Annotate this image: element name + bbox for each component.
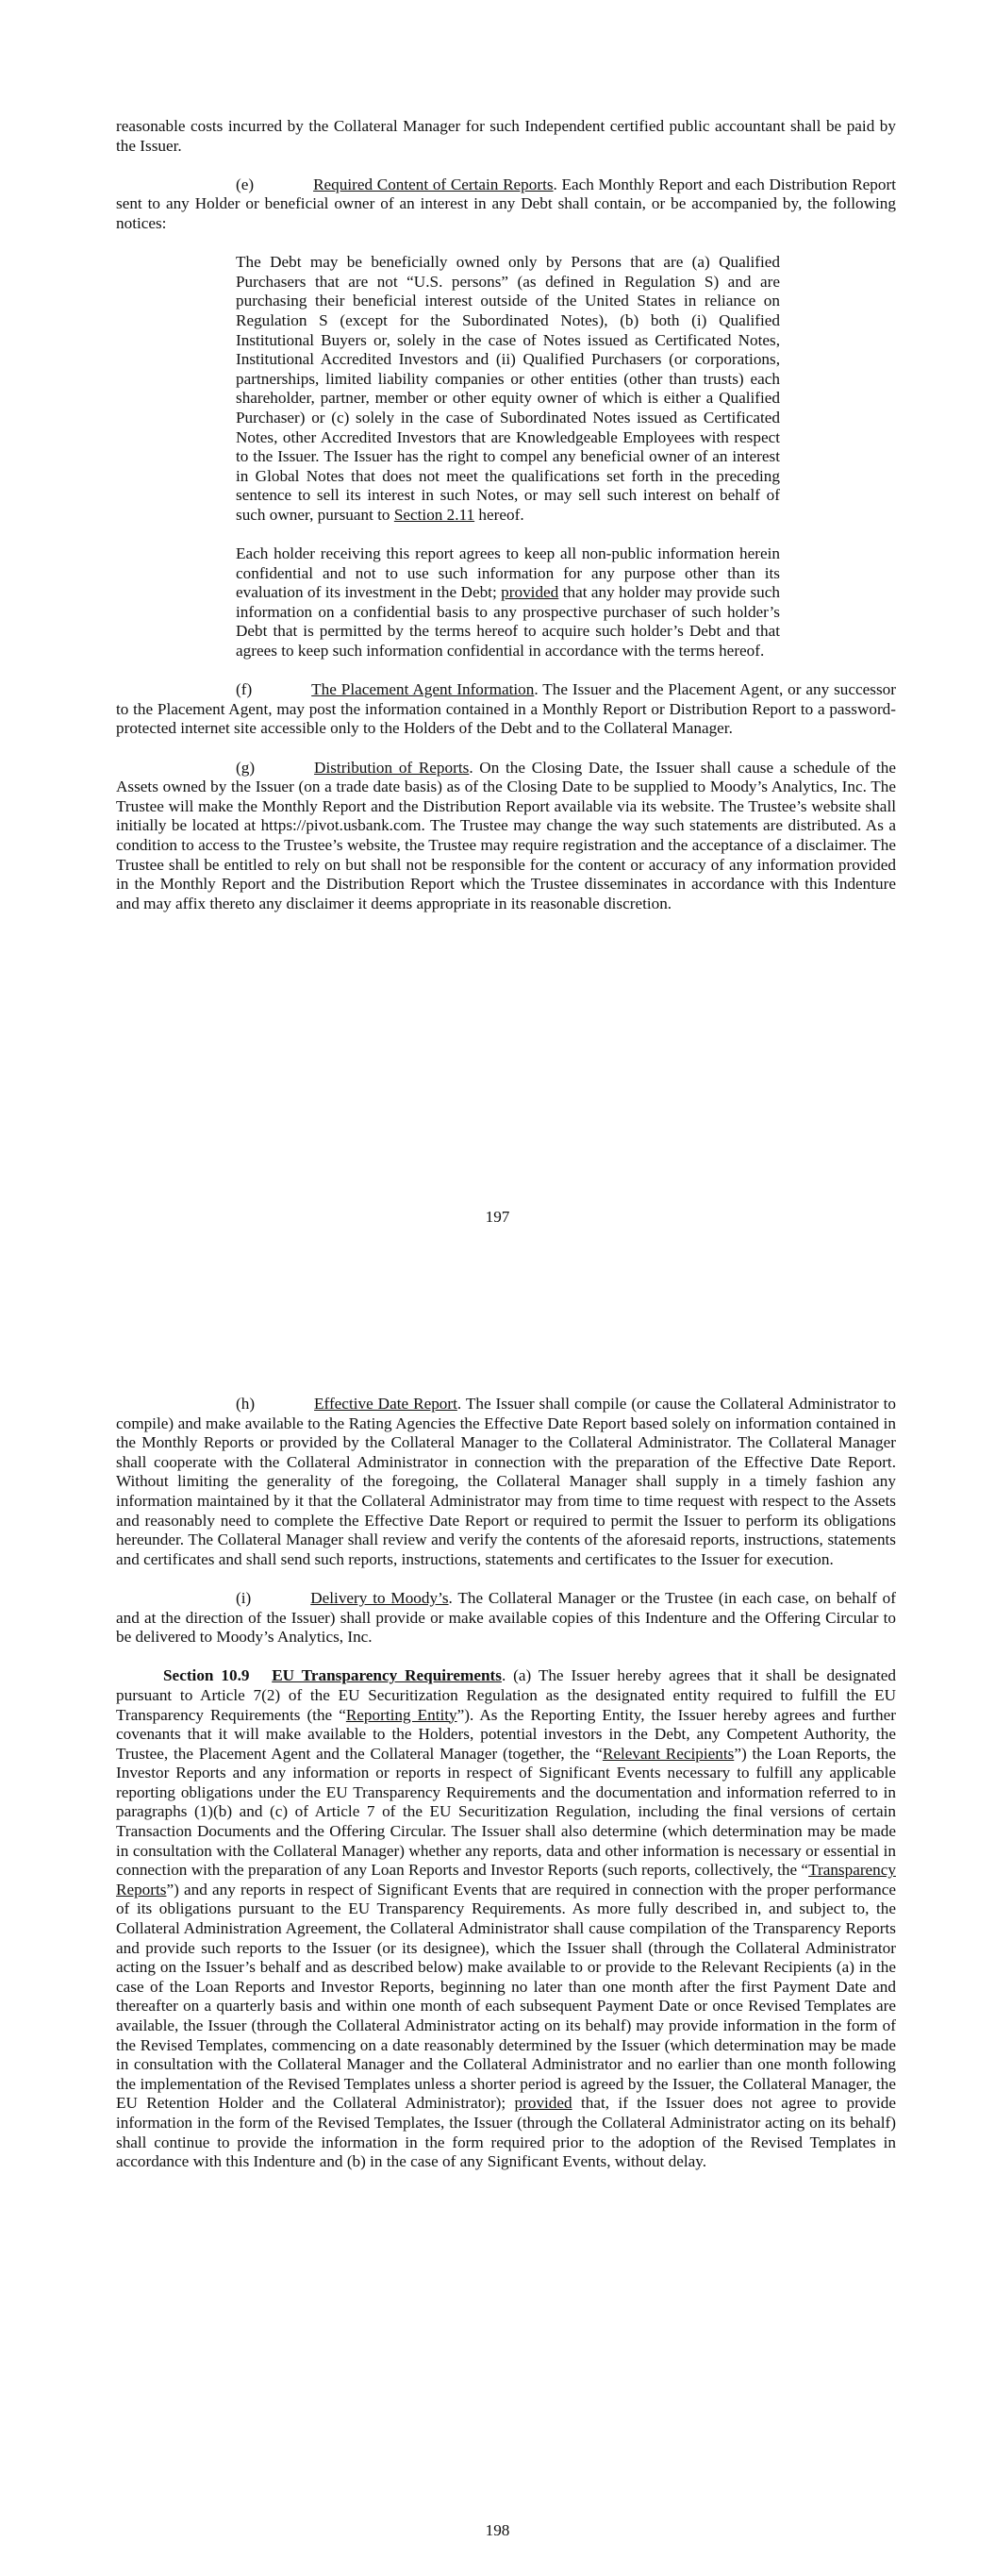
page-197-body (116, 117, 896, 933)
page-198 (0, 1359, 995, 2576)
item-label-h: (h) (236, 1395, 256, 1413)
page-number: 198 (485, 2521, 510, 2539)
heading-placement-agent: The Placement Agent Information (311, 680, 535, 699)
heading-effective-date: Effective Date Report (314, 1395, 457, 1413)
page-197 (0, 0, 995, 1269)
section-2-11-ref: Section 2.11 (393, 505, 475, 524)
paragraph-g-distribution: (g) Distribution of Reports. On the Closing Date, the Issuer shall cause a schedule of the Assets owned by the Issuer (on a trade date basis) as of the Closing Date to be supplied to Moody’s Analytics, Inc. The Trustee will make the Monthly Report and the Distribution Report available via its website. The Trustee’s website shall initially be located at https://pivot.usbank.com. The Trustee may change the way such statements are distributed. As a condition to access to the Trustee’s website, the Trustee may require registration and the acceptance of a disclaimer. The Trustee shall be entitled to rely on but shall not be responsible for the content or accuracy of any information provided in the Monthly Report and the Distribution Report which the Trustee disseminates in accordance with this Indenture and may affix thereto any disclaimer it deems appropriate in its reasonable discretion. (116, 758, 896, 912)
item-label-i: (i) (236, 1588, 252, 1607)
page-number: 197 (485, 1208, 510, 1226)
defined-term-reporting-entity: Reporting Entity (345, 1705, 457, 1724)
defined-term-relevant-recipients: Relevant Recipients (602, 1744, 735, 1763)
paragraph-h-effective-date: (h) Effective Date Report. The Issuer shall compile (or cause the Collateral Administrator to compile) and make available to the Rating Agencies the Effective Date Report based solely on information contained in the Monthly Reports or provided by the Collateral Manager to the Collateral Administrator. The Collateral Manager shall cooperate with the Collateral Administrator in connection with the preparation of the Effective Date Report. Without limiting the generality of the foregoing, the Collateral Manager shall supply in a timely fashion any information maintained by it that the Collateral Administrator may from time to time request with respect to the Assets and reasonably need to complete the Effective Date Report or required to permit the Issuer to perform its obligations hereunder. The Collateral Manager shall review and verify the contents of the aforesaid reports, instructions, statements and certificates and shall send such reports, instructions, statements and certificates to the Issuer for execution. (116, 1395, 897, 1568)
item-label-g: (g) (236, 758, 256, 777)
section-title: EU Transparency Requirements (272, 1666, 502, 1685)
paragraph-i-delivery: (i) Delivery to Moody’s. The Collateral Manager or the Trustee (in each case, on behalf of and at the direction of the Issuer) shall provide or make available copies of this Indenture and the Offering Circular to be delivered to Moody’s Analytics, Inc. (116, 1588, 897, 1647)
section-number: Section 10.9 (163, 1666, 250, 1685)
heading-distribution: Distribution of Reports (314, 758, 470, 777)
item-label-e: (e) (236, 175, 255, 193)
paragraph-f-placement-agent: (f) The Placement Agent Information. The Issuer and the Placement Agent, or any successor to the Placement Agent, may post the information contained in a Monthly Report or Distribution Report to a password-protected internet site accessible only to the Holders of the Debt and to the Collateral Manager. (116, 680, 896, 738)
page-198-body (116, 1395, 896, 2191)
paragraph-continuation: reasonable costs incurred by the Collateral Manager for such Independent certified public accountant shall be paid by the Issuer. (116, 117, 896, 155)
defined-term-transparency-reports: Transparency Reports (116, 1861, 896, 1899)
section-10-9: Section 10.9 EU Transparency Requirements. (a) The Issuer hereby agrees that it shall be designated pursuant to Article 7(2) of the EU Securitization Regulation as the designated entity required to fulfill the EU Transparency Requirements (the “Reporting Entity”). As the Reporting Entity, the Issuer hereby agrees and further covenants that it will make available to the Holders, potential investors in the Debt, any Competent Authority, the Trustee, the Placement Agent and the Collateral Manager (together, the “Relevant Recipients”) the Loan Reports, the Investor Reports and any information or reports in respect of Significant Events necessary to fulfill any applicable reporting obligations under the EU Transparency Requirements and the documentation and information referred to in paragraphs (1)(b) and (c) of Article 7 of the EU Securitization Regulation, including the final versions of certain Transaction Documents and the Offering Circular. The Issuer shall also determine (which determination may be made in consultation with the Collateral Manager) whether any reports, data and other information is necessary or essential in connection with the preparation of any Loan Reports and Investor Reports (such reports, collectively, the “Transparency Reports”) and any reports in respect of Significant Events that are required in connection with the proper performance of its obligations pursuant to the EU Transparency Requirements. As more fully described in, and subject to, the Collateral Administration Agreement, the Collateral Administrator shall cause compilation of the Transparency Reports and provide such reports to the Issuer (or its designee), which the Issuer shall (through the Collateral Administrator acting on the Issuer’s behalf and as described below) make available to or provide to the Relevant Recipients (a) in the case of the Loan Reports and Investor Reports, beginning no later than one month after the first Payment Date and thereafter on a quarterly basis and within one month of each subsequent Payment Date or once Revised Templates are available, the Issuer (through the Collateral Administrator acting on its behalf) may provide information in the form of the Revised Templates, commencing on a date reasonably determined by the Issuer (which determination may be made in consultation with the Collateral Manager and the Collateral Administrator and no earlier than one month following the implementation of the Revised Templates unless a shorter period is agreed by the Issuer, the Collateral Manager, the EU Retention Holder and the Collateral Administrator); provided that, if the Issuer does not agree to provide information in the form of the Revised Templates, the Issuer (through the Collateral Administrator acting on its behalf) shall continue to provide the information in the form required prior to the adoption of the Revised Templates in accordance with this Indenture and (b) in the case of any Significant Events, without delay. (116, 1666, 897, 2171)
heading-delivery: Delivery to Moody’s (310, 1588, 449, 1607)
paragraph-e-required-content: (e) Required Content of Certain Reports. Each Monthly Report and each Distribution Report sent to any Holder or beneficial owner of an interest in any Debt shall contain, or be accompanied by, the following notices: (116, 175, 896, 232)
heading-required-content: Required Content of Certain Reports (313, 175, 554, 193)
item-label-f: (f) (236, 680, 253, 699)
proviso-provided: provided (501, 583, 559, 602)
notice-ownership-restrictions: The Debt may be beneficially owned only by Persons that are (a) Qualified Purchasers that are not “U.S. persons” (as defined in Regulation S) and are purchasing their beneficial interest outside of the United States in reliance on Regulation S (except for the Subordinated Notes), (b) both (i) Qualified Institutional Buyers or, solely in the case of Notes issued as Certificated Notes, Institutional Accredited Investors and (ii) Qualified Purchasers (or corporations, partnerships, limited liability companies or other entities (other than trusts) each shareholder, partner, member or other equity owner of which is either a Qualified Purchaser) or (c) solely in the case of Subordinated Notes issued as Certificated Notes, other Accredited Investors that are Knowledgeable Employees with respect to the Issuer. The Issuer has the right to compel any beneficial owner of an interest in Global Notes that does not meet the qualifications set forth in the preceding sentence to sell its interest in such Notes, or may sell such interest on behalf of such owner, pursuant to Section 2.11 hereof. (236, 253, 780, 524)
notice-confidentiality: Each holder receiving this report agrees to keep all non-public information herein confidential and not to use such information for any purpose other than its evaluation of its investment in the Debt; provided that any holder may provide such information on a confidential basis to any prospective purchaser of such holder’s Debt that is permitted by the terms hereof to acquire such holder’s Debt and that agrees to keep such information confidential in accordance with the terms hereof. (236, 544, 780, 661)
proviso-provided: provided (514, 2094, 572, 2113)
